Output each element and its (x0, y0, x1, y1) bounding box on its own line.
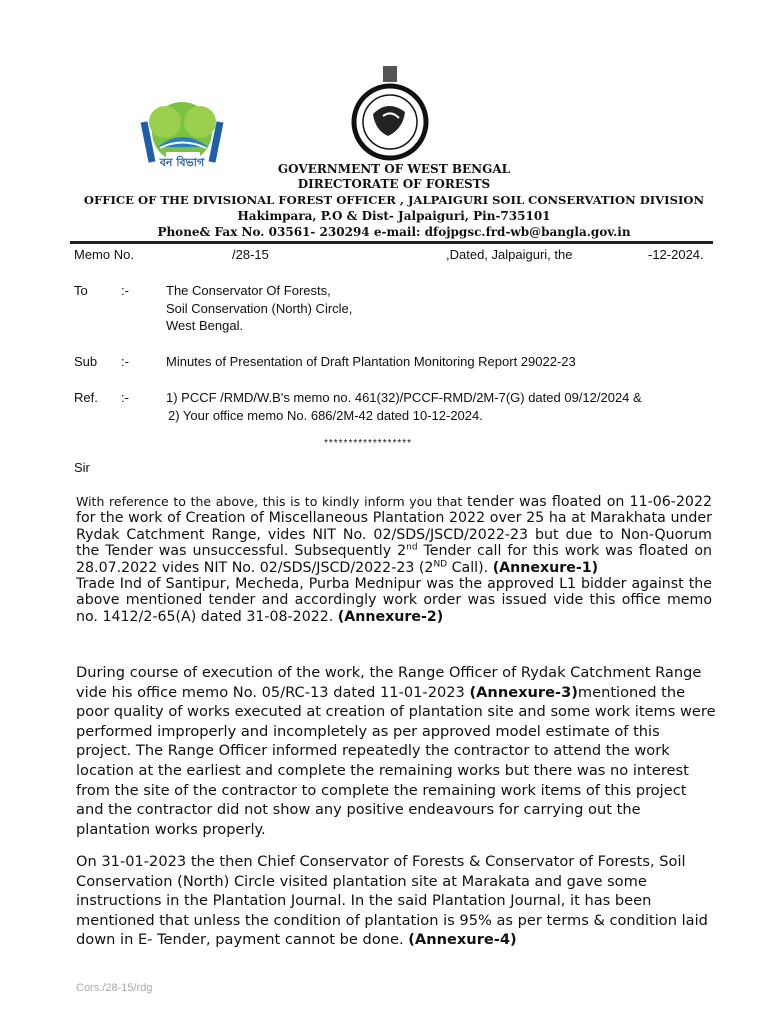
header-divider (70, 241, 713, 244)
header-contact: Phone& Fax No. 03561- 230294 e-mail: dfojpgsc.frd-wb@bangla.gov.in (157, 225, 631, 239)
subject-text: Minutes of Presentation of Draft Plantation Monitoring Report 29022-23 (166, 354, 576, 369)
state-emblem (343, 64, 438, 162)
ref-sep: :- (121, 390, 129, 405)
para2-text: During course of execution of the work, the Range Officer of Rydak Catchment Range vide his office memo No. 05/RC-13 dated 11-01-2023 (76, 664, 702, 701)
annexure-1: (Annexure-1) (492, 559, 599, 576)
header-office: OFFICE OF THE DIVISIONAL FOREST OFFICER , JALPAIGURI SOIL CONSERVATION DIVISION (83, 193, 705, 207)
header-directorate: DIRECTORATE OF FORESTS (297, 177, 491, 191)
para1-text: tender was floated on 11-06-2022 for the work of Creation of Miscellaneous Plantation 2022 over 25 ha at Marakhata under Rydak Catchment Range, vides NIT No. 02/SDS/JSCD/2022-23 but due to Non-Quorum the Tender was unsuccessful. Subsequently 2 (76, 494, 713, 560)
to-line: Soil Conservation (North) Circle, (166, 301, 353, 316)
to-label: To (74, 283, 88, 298)
to-line: The Conservator Of Forests, (166, 283, 331, 298)
para1-lead: With reference to the above, this is to kindly inform you that (76, 494, 467, 509)
memo-date: -12-2024. (648, 247, 704, 262)
paragraph-2 (76, 663, 716, 839)
para1-text: Tender call for this work was floated on 28.07.2022 vides NIT No. 02/SDS/JSCD/2022-23 (2 (76, 543, 712, 576)
header-address: Hakimpara, P.O & Dist- Jalpaiguri, Pin-735101 (237, 209, 551, 223)
para1-sup: nd (406, 542, 418, 553)
para1-sup: ND (433, 558, 448, 569)
separator-stars: ****************** (324, 438, 413, 449)
annexure-3: (Annexure-3) (469, 683, 578, 701)
to-sep: :- (121, 283, 129, 298)
header-government: GOVERNMENT OF WEST BENGAL (277, 162, 511, 176)
para1-text: Call). (447, 559, 493, 576)
annexure-4: (Annexure-4) (408, 931, 517, 949)
sub-sep: :- (121, 354, 129, 369)
para1-text: Trade Ind of Santipur, Mecheda, Purba Mednipur was the approved L1 bidder against the above mentioned tender and accordingly work order was issued vide this office memo no. 1412/2-65(A) dated 31-08-2022. (76, 576, 712, 625)
paragraph-1 (76, 494, 712, 625)
para3-text: On 31-01-2023 the then Chief Conservator of Forests & Conservator of Forests, Soil Conservation (North) Circle visited plantation site at Marakata and gave some instructions in the Plantation Journal. In the said Plantation Journal, it has been mentioned that unless the condition of plantation is 95% as per terms & condition laid down in E- Tender, payment cannot be done. (76, 853, 708, 949)
paragraph-3 (76, 852, 716, 950)
to-line: West Bengal. (166, 318, 244, 333)
sub-label: Sub (74, 354, 98, 369)
memo-dated: ,Dated, Jalpaiguri, the (446, 247, 573, 262)
para2-text: mentioned the poor quality of works executed at creation of plantation site and some work items were performed improperly and incompletely as per approved model estimate of this project. The Range Officer informed repeatedly the contractor to attend the work location at the earliest and complete the remaining works but there was no interest from the site of the contractor to complete the remaining work items of this project and the contractor did not show any positive endeavours for carrying out the plantation works properly. (76, 683, 716, 838)
memo-label: Memo No. (74, 247, 134, 262)
logo-text: বন বিভাগ (159, 156, 205, 169)
ref-line: 1) PCCF /RMD/W.B's memo no. 461(32)/PCCF-RMD/2M-7(G) dated 09/12/2024 & (166, 390, 642, 405)
salutation: Sir (74, 460, 90, 475)
footer-reference: Cors./28-15/rdg (76, 982, 153, 994)
ref-label: Ref. (74, 390, 98, 405)
annexure-2: (Annexure-2) (337, 608, 444, 625)
ref-line: 2) Your office memo No. 686/2M-42 dated 10-12-2024. (168, 408, 483, 423)
memo-number: /28-15 (232, 247, 269, 262)
